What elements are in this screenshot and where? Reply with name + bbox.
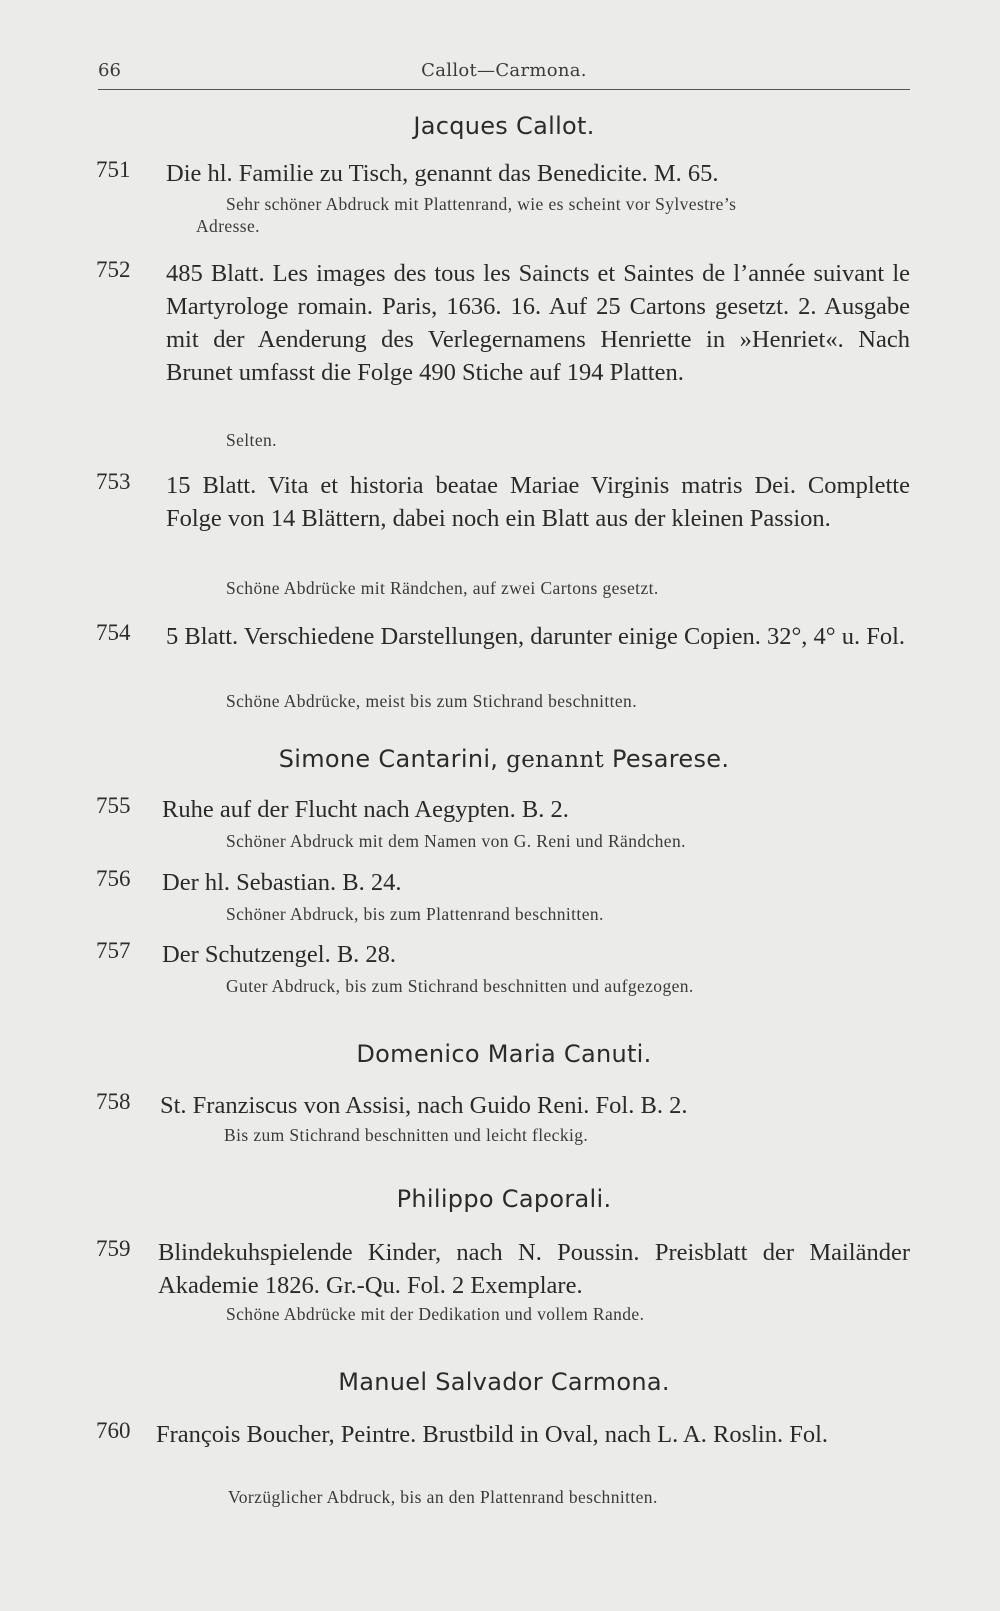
lot-condition-note: Schöner Abdruck mit dem Namen von G. Reni und Rändchen. xyxy=(226,831,686,851)
lot-description: Blindekuhspielende Kinder, nach N. Poussin. Preisblatt der Mailänder Akademie 1826. Gr.-Qu. Fol. 2 Exemplare. xyxy=(158,1239,910,1299)
artist-heading-canuti xyxy=(98,1040,910,1068)
artist-name: Philippo Caporali. xyxy=(396,1185,612,1213)
lot-description: 5 Blatt. Verschiedene Darstellungen, darunter einige Copien. 32°, 4° u. Fol. xyxy=(166,623,906,650)
lot-number: 755 xyxy=(96,793,131,818)
artist-name: Domenico Maria Canuti. xyxy=(356,1040,652,1068)
running-header xyxy=(98,58,910,92)
header-rule xyxy=(98,89,910,90)
artist-alias: Pesarese. xyxy=(611,745,730,773)
artist-name: Manuel Salvador Carmona. xyxy=(338,1368,670,1396)
lot-description: François Boucher, Peintre. Brustbild in Oval, nach L. A. Roslin. Fol. xyxy=(156,1421,829,1448)
artist-name: Simone Cantarini, xyxy=(278,745,499,773)
lot-number: 752 xyxy=(96,257,131,282)
running-title: Callot—Carmona. xyxy=(421,60,587,81)
lot-description: Der Schutzengel. B. 28. xyxy=(162,941,397,968)
lot-condition-note: Selten. xyxy=(226,430,277,450)
lot-description: St. Franziscus von Assisi, nach Guido Reni. Fol. B. 2. xyxy=(160,1092,688,1119)
lot-number: 760 xyxy=(96,1418,131,1443)
lot-description: Die hl. Familie zu Tisch, genannt das Benedicite. M. 65. xyxy=(166,160,719,187)
lot-description: Der hl. Sebastian. B. 24. xyxy=(162,869,402,896)
artist-heading-callot xyxy=(98,112,910,140)
artist-heading-caporali xyxy=(98,1185,910,1213)
lot-condition-note: Schöne Abdrücke, meist bis zum Stichrand beschnitten. xyxy=(226,691,637,711)
lot-number: 759 xyxy=(96,1236,131,1261)
lot-description: 485 Blatt. Les images des tous les Saincts et Saintes de l’année suivant le Martyrologe romain. Paris, 1636. 16. Auf 25 Cartons gesetzt. 2. Ausgabe mit der Aenderung des Verlegernamens Henriette in »Henriet«. Nach Brunet umfasst die Folge 490 Stiche auf 194 Platten. xyxy=(166,260,910,386)
page-number: 66 xyxy=(98,60,121,81)
artist-heading-carmona xyxy=(98,1368,910,1396)
artist-alias-connector: genannt xyxy=(506,747,605,773)
lot-condition-note: Schöne Abdrücke mit Rändchen, auf zwei Cartons gesetzt. xyxy=(226,578,659,598)
lot-description: Ruhe auf der Flucht nach Aegypten. B. 2. xyxy=(162,796,569,823)
artist-heading-cantarini xyxy=(98,745,910,773)
lot-condition-note: Schöner Abdruck, bis zum Plattenrand beschnitten. xyxy=(226,904,604,924)
lot-condition-note: Bis zum Stichrand beschnitten und leicht fleckig. xyxy=(224,1125,589,1145)
lot-condition-note: Vorzüglicher Abdruck, bis an den Plattenrand beschnitten. xyxy=(228,1487,658,1507)
lot-number: 757 xyxy=(96,938,131,963)
lot-condition-note-cont: Adresse. xyxy=(196,216,260,236)
lot-number: 754 xyxy=(96,620,131,645)
lot-condition-note: Schöne Abdrücke mit der Dedikation und vollem Rande. xyxy=(226,1304,645,1324)
lot-number: 756 xyxy=(96,866,131,891)
lot-condition-note: Guter Abdruck, bis zum Stichrand beschnitten und aufgezogen. xyxy=(226,976,694,996)
artist-name: Jacques Callot. xyxy=(413,112,595,140)
lot-description: 15 Blatt. Vita et historia beatae Mariae Virginis matris Dei. Complette Folge von 14 Blättern, dabei noch ein Blatt aus der kleinen Passion. xyxy=(166,472,910,532)
lot-number: 758 xyxy=(96,1089,131,1114)
lot-number: 751 xyxy=(96,157,131,182)
lot-number: 753 xyxy=(96,469,131,494)
lot-condition-note: Sehr schöner Abdruck mit Plattenrand, wie es scheint vor Sylvestre’s xyxy=(226,194,737,214)
